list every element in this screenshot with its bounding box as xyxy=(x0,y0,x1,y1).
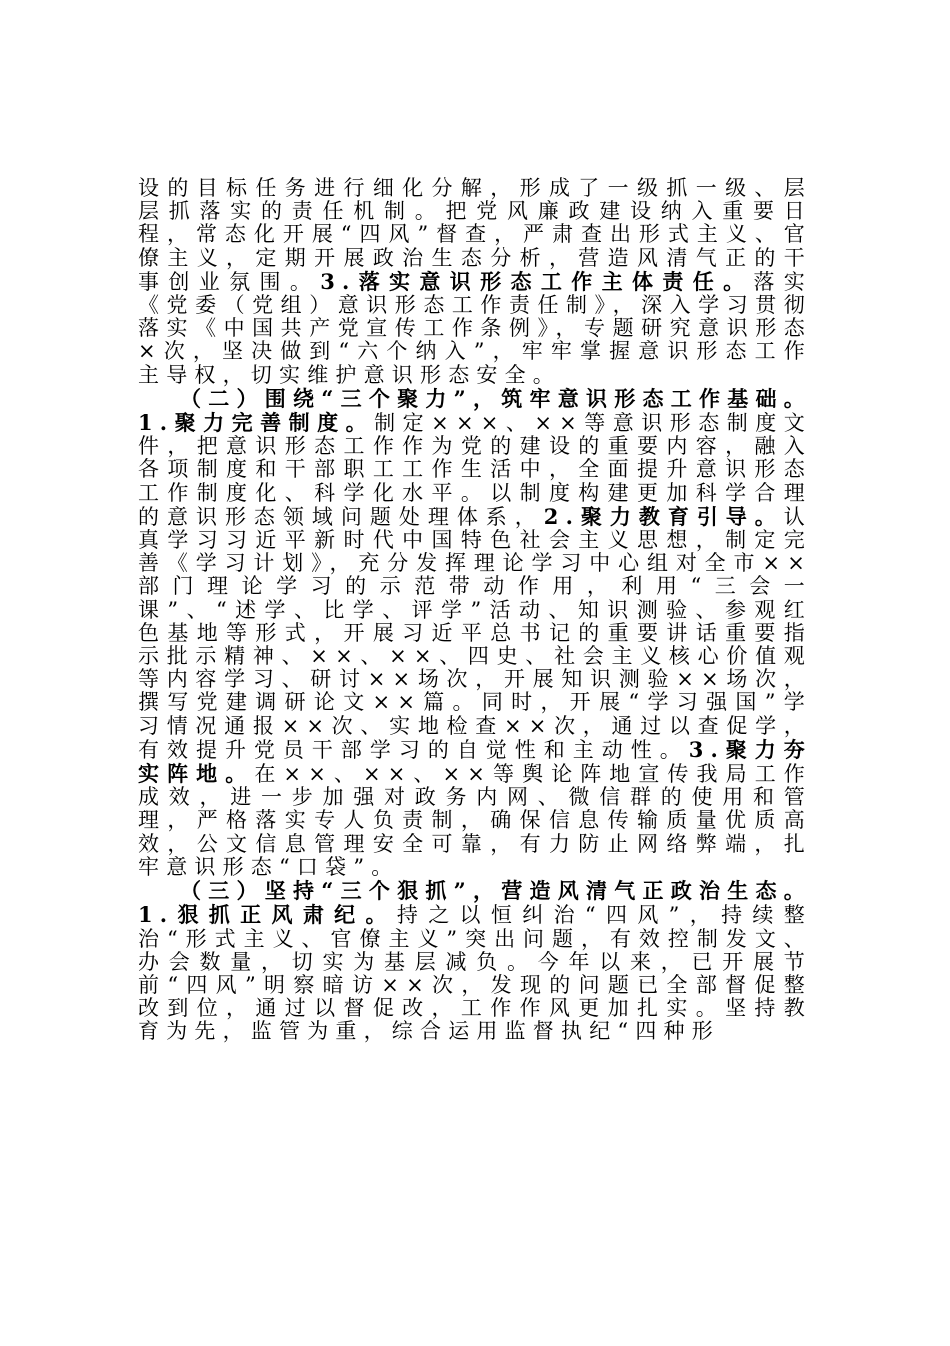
paragraph-2 xyxy=(138,387,812,879)
text-run: 制定×××、××等意识形态制度文件，把意识形态工作作为党的建设的重要内容，融入各项制度和干部职工工作生活中，全面提升意识形态工作制度化、科学化水平。以制度构建更加科学合理的意识形态领域问题处理体系， xyxy=(138,411,812,529)
text-run: 落实《党委（党组）意识形态工作责任制》，深入学习贯彻落实《中国共产党宣传工作条例》，专题研究意识形态×次，坚决做到“六个纳入”，牢牢掌握意识形态工作主导权，切实维护意识形态安全。 xyxy=(138,269,813,387)
section-heading-run: （二）围绕“三个聚力”，筑牢意识形态工作基础。1.聚力完善制度。 xyxy=(138,385,812,436)
document-page xyxy=(138,177,812,1044)
section-heading-run: （三）坚持“三个狠抓”，营造风清气正政治生态。1.狠抓正风肃纪。 xyxy=(138,878,812,928)
bold-heading-run: 2.聚力教育引导。 xyxy=(543,503,784,529)
text-run: 设的目标任务进行细化分解，形成了一级抓一级、层层抓落实的责任机制。把党风廉政建设纳入重要日程，常态化开展“四风”督查，严肃查出形式主义、官僚主义，定期开展政治生态分析，营造风清气正的干事创业氛围。 xyxy=(138,176,812,294)
bold-heading-run: 3.落实意识形态工作主体责任。 xyxy=(320,268,754,294)
paragraph-1 xyxy=(138,177,812,387)
bold-heading-run: 3.聚力夯实阵地。 xyxy=(138,736,812,787)
paragraph-3 xyxy=(138,879,812,1043)
text-run: 在××、××、××等舆论阵地宣传我局工作成效，进一步加强对政务内网、微信群的使用和管理，严格落实专人负责制，确保信息传输质量优质高效，公文信息管理安全可靠，有力防止网络弊端，扎牢意识形态“口袋”。 xyxy=(138,762,812,879)
text-run: 持之以恒纠治“四风”，持续整治“形式主义、官僚主义”突出问题，有效控制发文、办会数量，切实为基层减负。今年以来，已开展节前“四风”明察暗访××次，发现的问题已全部督促整改到位，通过以督促改，工作作风更加扎实。坚持教育为先，监管为重，综合运用监督执纪“四种形 xyxy=(138,903,812,1044)
text-run: 认真学习习近平新时代中国特色社会主义思想，制定完善《学习计划》，充分发挥理论学习中心组对全市××部门理论学习的示范带动作用，利用“三会一课”、“述学、比学、评学”活动、知识测验、参观红色基地等形式，开展习近平总书记的重要讲话重要指示批示精神、××、××、四史、社会主义核心价值观等内容学习、研讨××场次，开展知识测验××场次，撰写党建调研论文××篇。同时，开展“学习强国”学习情况通报××次、实地检查××次，通过以查促学，有效提升党员干部学习的自觉性和主动性。 xyxy=(138,504,812,762)
